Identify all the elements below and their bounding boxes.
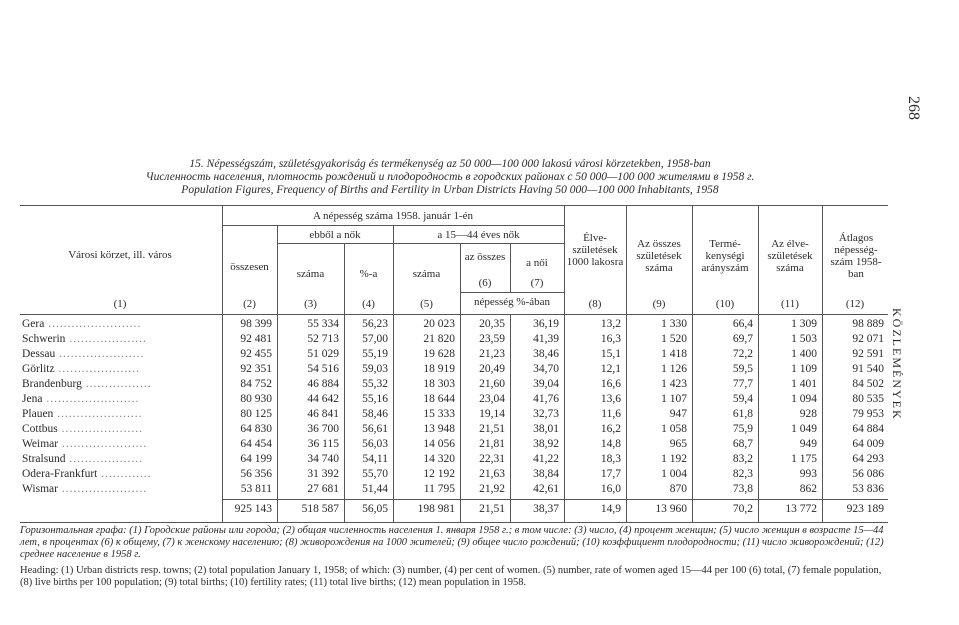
city-label: Jena [22, 393, 43, 405]
header-rule-3 [460, 292, 564, 293]
table-cell: 39,04 [533, 378, 559, 390]
table-cell: 54,11 [362, 453, 388, 465]
table-cell: 57,00 [362, 333, 388, 345]
table-cell: 1 126 [661, 363, 687, 375]
table-cell: 80 125 [240, 408, 272, 420]
col-number: (9) [652, 298, 666, 310]
table-cell: 31 392 [307, 468, 339, 480]
table-cell: 862 [799, 483, 817, 495]
table-cell: 34 740 [307, 453, 339, 465]
header-of-total-number: (6) [478, 277, 492, 289]
leader-dots: ...................... [53, 408, 143, 420]
table-cell: 83,2 [732, 453, 753, 465]
city-label: Odera-Frankfurt [22, 468, 98, 480]
table-cell: 38,92 [533, 438, 559, 450]
col-number: (8) [588, 298, 602, 310]
table-cell: 20 023 [423, 318, 455, 330]
table-cell: 55,70 [362, 468, 388, 480]
table-cell: 1 094 [791, 393, 817, 405]
table-cell: 23,04 [479, 393, 505, 405]
total-cell: 21,51 [479, 503, 505, 515]
table-cell: 14 320 [423, 453, 455, 465]
table-cell: 12,1 [600, 363, 621, 375]
table-cell: 21,23 [479, 348, 505, 360]
col-number: (10) [715, 298, 735, 310]
city-label: Gera [22, 318, 45, 330]
table-cell: 41,76 [533, 393, 559, 405]
table-cell: 92 591 [852, 348, 884, 360]
header-mean-population: Átlagos népesség-szám 1958-ban [830, 232, 882, 280]
city-name [22, 438, 147, 450]
table-cell: 55 334 [307, 318, 339, 330]
table-cell: 38,46 [533, 348, 559, 360]
table-cell: 46 884 [307, 378, 339, 390]
total-cell: 518 587 [301, 503, 339, 515]
table-cell: 64 293 [852, 453, 884, 465]
table-cell: 92 481 [240, 333, 272, 345]
table-cell: 73,8 [732, 483, 753, 495]
table-cell: 64 830 [240, 423, 272, 435]
header-live-births-rate: Élve-születések 1000 lakosra [566, 232, 624, 268]
table-bottom-rule [20, 522, 888, 523]
table-cell: 21,92 [479, 483, 505, 495]
table-cell: 41,22 [533, 453, 559, 465]
table-cell: 42,61 [533, 483, 559, 495]
table-cell: 11 795 [423, 483, 455, 495]
leader-dots: ..................... [54, 363, 140, 375]
table-cell: 1 049 [791, 423, 817, 435]
city-label: Plauen [22, 408, 54, 420]
table-cell: 1 418 [661, 348, 687, 360]
table-cell: 69,7 [732, 333, 753, 345]
section-label: KÖZLEMÉNYEK [890, 308, 904, 421]
table-cell: 56,23 [362, 318, 388, 330]
table-cell: 46 841 [307, 408, 339, 420]
city-name [22, 453, 143, 465]
city-name [22, 348, 144, 360]
table-cell: 84 752 [240, 378, 272, 390]
header-women-number: száma [296, 268, 325, 280]
table-cell: 1 503 [791, 333, 817, 345]
table-cell: 53 836 [852, 483, 884, 495]
table-cell: 1 401 [791, 378, 817, 390]
table-cell: 36,19 [533, 318, 559, 330]
table-cell: 18 919 [423, 363, 455, 375]
table-cell: 1 175 [791, 453, 817, 465]
table-cell: 59,5 [732, 363, 753, 375]
table-cell: 16,3 [600, 333, 621, 345]
leader-dots: ...................... [58, 438, 148, 450]
city-label: Brandenburg [22, 378, 82, 390]
header-live-births: Az élve-születések száma [767, 238, 813, 274]
table-cell: 14 056 [423, 438, 455, 450]
total-cell: 14,9 [600, 503, 621, 515]
header-fertility-rate: Termé-kenységi arányszám [701, 238, 749, 274]
table-cell: 14,8 [600, 438, 621, 450]
table-cell: 20,35 [479, 318, 505, 330]
table-cell: 12 192 [423, 468, 455, 480]
table-cell: 21,51 [479, 423, 505, 435]
table-cell: 58,46 [362, 408, 388, 420]
total-cell: 198 981 [417, 503, 455, 515]
table-cell: 44 642 [307, 393, 339, 405]
table-cell: 928 [799, 408, 817, 420]
table-cell: 1 107 [661, 393, 687, 405]
header-population-group: A népesség száma 1958. január 1-én [312, 210, 474, 222]
header-women-percent: %-a [359, 268, 378, 280]
table-cell: 27 681 [307, 483, 339, 495]
table-cell: 52 713 [307, 333, 339, 345]
table-cell: 1 058 [661, 423, 687, 435]
table-cell: 11,6 [601, 408, 621, 420]
city-label: Schwerin [22, 333, 66, 345]
leader-dots: ............. [97, 468, 152, 480]
table-cell: 1 520 [661, 333, 687, 345]
table-cell: 55,32 [362, 378, 388, 390]
leader-dots: ........................ [44, 318, 142, 330]
table-cell: 15,1 [600, 348, 621, 360]
col-number: (2) [243, 298, 256, 310]
header-total-births: Az összes születések száma [636, 238, 682, 274]
table-cell: 23,59 [479, 333, 505, 345]
table-cell: 13 948 [423, 423, 455, 435]
table-cell: 13,2 [600, 318, 621, 330]
table-title-hu: 15. Népességszám, születésgyakoriság és termékenység az 50 000—100 000 lakosú városi körzetekben, 1958-ban [189, 158, 711, 170]
col-sep [822, 314, 823, 522]
table-cell: 21,63 [479, 468, 505, 480]
table-cell: 56,61 [362, 423, 388, 435]
header-women-1544-group: a 15—44 éves nők [437, 229, 520, 241]
table-cell: 92 455 [240, 348, 272, 360]
header-women-group: ebből a nők [309, 229, 361, 241]
table-cell: 92 351 [240, 363, 272, 375]
total-rule [222, 499, 888, 500]
table-cell: 38,84 [533, 468, 559, 480]
table-cell: 61,8 [732, 408, 753, 420]
table-cell: 16,0 [600, 483, 621, 495]
table-cell: 947 [669, 408, 687, 420]
total-cell: 925 143 [234, 503, 272, 515]
table-cell: 64 454 [240, 438, 272, 450]
col-number: (1) [113, 298, 127, 310]
city-name [22, 363, 140, 375]
table-cell: 21,60 [479, 378, 505, 390]
table-cell: 18 303 [423, 378, 455, 390]
total-cell: 13 960 [655, 503, 687, 515]
table-cell: 1 004 [661, 468, 687, 480]
table-cell: 92 071 [852, 333, 884, 345]
leader-dots: ...................... [57, 483, 148, 495]
table-cell: 55,16 [362, 393, 388, 405]
header-of-female-number: (7) [530, 277, 544, 289]
table-cell: 32,73 [533, 408, 559, 420]
header-of-female: a női [526, 257, 548, 269]
table-cell: 68,7 [732, 438, 753, 450]
table-cell: 18 644 [423, 393, 455, 405]
table-cell: 34,70 [533, 363, 559, 375]
table-title-en: Population Figures, Frequency of Births and Fertility in Urban Districts Having 50 000—100 000 Inhabitants, 1958 [181, 184, 719, 196]
header-rule-2 [277, 243, 564, 244]
table-cell: 84 502 [852, 378, 884, 390]
city-label: Görlitz [22, 363, 55, 375]
table-cell: 993 [799, 468, 817, 480]
table-cell: 98 399 [240, 318, 272, 330]
table-cell: 20,49 [479, 363, 505, 375]
table-cell: 22,31 [479, 453, 505, 465]
city-label: Cottbus [22, 423, 58, 435]
table-cell: 56 086 [852, 468, 884, 480]
city-name [22, 483, 147, 495]
table-cell: 56,03 [362, 438, 388, 450]
header-1544-number: száma [412, 268, 441, 280]
table-cell: 965 [669, 438, 687, 450]
leader-dots: ................... [65, 453, 143, 465]
table-cell: 72,2 [732, 348, 753, 360]
total-cell: 13 772 [785, 503, 817, 515]
header-city: Városi körzet, ill. város [68, 249, 172, 261]
table-cell: 77,7 [732, 378, 753, 390]
city-label: Weimar [22, 438, 59, 450]
table-cell: 80 535 [852, 393, 884, 405]
table-cell: 19,14 [479, 408, 505, 420]
table-cell: 13,6 [600, 393, 621, 405]
table-cell: 38,01 [533, 423, 559, 435]
table-cell: 19 628 [423, 348, 455, 360]
table-cell: 15 333 [423, 408, 455, 420]
total-cell: 70,2 [732, 503, 753, 515]
table-cell: 1 109 [791, 363, 817, 375]
leader-dots: ................. [81, 378, 152, 390]
table-cell: 54 516 [307, 363, 339, 375]
col-number: (5) [420, 298, 433, 310]
table-cell: 64 009 [852, 438, 884, 450]
col-number: (11) [781, 298, 799, 310]
table-cell: 17,7 [600, 468, 621, 480]
table-cell: 91 540 [852, 363, 884, 375]
table-cell: 98 889 [852, 318, 884, 330]
table-cell: 64 884 [852, 423, 884, 435]
table-cell: 949 [799, 438, 817, 450]
total-cell: 38,37 [533, 503, 559, 515]
table-cell: 53 811 [240, 483, 272, 495]
table-cell: 1 192 [661, 453, 687, 465]
table-cell: 870 [669, 483, 687, 495]
leader-dots: ..................... [57, 423, 144, 435]
table-cell: 82,3 [732, 468, 753, 480]
header-total: összesen [230, 261, 269, 273]
table-cell: 59,03 [362, 363, 388, 375]
col-number: (4) [362, 298, 375, 310]
table-cell: 1 400 [791, 348, 817, 360]
table-cell: 41,39 [533, 333, 559, 345]
col-number: (3) [304, 298, 317, 310]
page-number: 268 [905, 96, 922, 120]
leader-dots: .................... [65, 333, 147, 345]
city-name [22, 423, 143, 435]
col-number: (12) [845, 298, 865, 310]
table-cell: 79 953 [852, 408, 884, 420]
city-name [22, 468, 152, 480]
city-name [22, 408, 142, 420]
table-cell: 56 356 [240, 468, 272, 480]
city-name [22, 378, 152, 390]
city-name [22, 333, 147, 345]
table-cell: 16,6 [600, 378, 621, 390]
header-percent-of-population: népesség %-ában [473, 296, 551, 308]
table-cell: 1 330 [661, 318, 687, 330]
col-sep [393, 314, 394, 522]
header-of-total: az összes [464, 251, 506, 263]
city-label: Stralsund [22, 453, 66, 465]
table-cell: 75,9 [732, 423, 753, 435]
col-sep [277, 314, 278, 522]
leader-dots: ........................ [42, 393, 140, 405]
table-cell: 51 029 [307, 348, 339, 360]
table-cell: 21,81 [479, 438, 505, 450]
table-cell: 1 423 [661, 378, 687, 390]
table-cell: 1 309 [791, 318, 817, 330]
table-cell: 18,3 [600, 453, 621, 465]
table-cell: 36 700 [307, 423, 339, 435]
table-cell: 59,4 [732, 393, 753, 405]
table-cell: 64 199 [240, 453, 272, 465]
city-name [22, 393, 139, 405]
table-cell: 55,19 [362, 348, 388, 360]
table-title-ru: Численность населения, плотность рождений и плодородность в городских районах с 50 000—100 000 жителями в 1958 г. [145, 171, 755, 183]
table-cell: 51,44 [362, 483, 388, 495]
table-cell: 80 930 [240, 393, 272, 405]
leader-dots: ...................... [55, 348, 145, 360]
total-cell: 56,05 [362, 503, 388, 515]
city-name [22, 318, 141, 330]
table-cell: 66,4 [732, 318, 753, 330]
city-label: Dessau [22, 348, 56, 360]
table-cell: 36 115 [307, 438, 339, 450]
total-cell: 923 189 [846, 503, 884, 515]
footnote-russian: Горизонтальная графа: (1) Городские районы или города; (2) общая численность населения 1. января 1958 г.; в том числе: (3) число, (4) процент женщин; (5) число женщин в возрасте 15—44 лет, в процентах (6) к общему, (7) к женскому населению; (8) живорождения на 1000 жителей; (9) общее число рождений; (10) коэффициент плодородности; (11) число живорождений; (12) среднее население в 1958 г. [20, 525, 884, 560]
footnote-english: Heading: (1) Urban districts resp. towns; (2) total population January 1, 1958; of which: (3) number, (4) per cent of women. (5) number, rate of women aged 15—44 per 100 (6) total, (7) female population, (8) live births per 100 population; (9) total births; (10) fertility rates; (11) total live births; (12) mean population in 1958. [20, 565, 882, 588]
table-cell: 21 820 [423, 333, 455, 345]
city-label: Wismar [22, 483, 58, 495]
table-cell: 16,2 [600, 423, 621, 435]
